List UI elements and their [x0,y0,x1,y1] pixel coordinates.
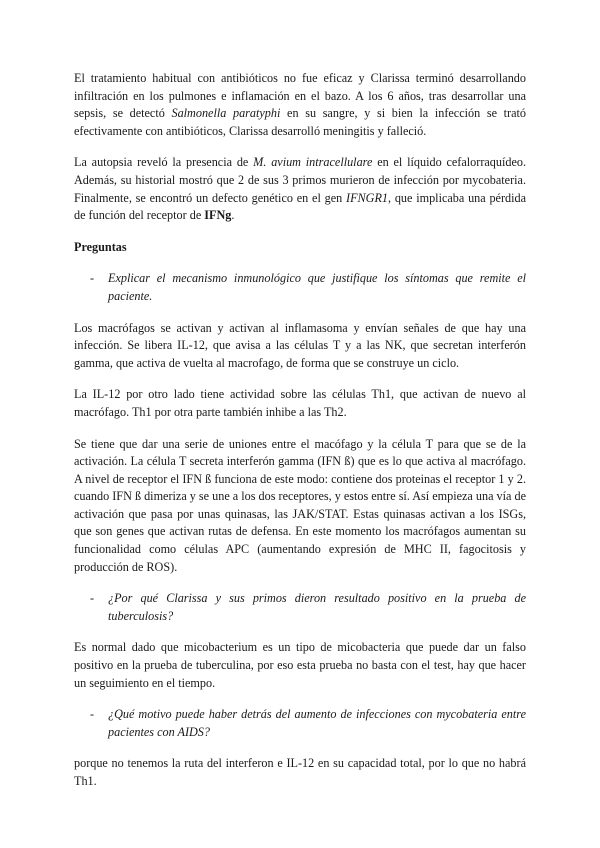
bullet-dash: - [90,707,95,722]
question-1: - Explicar el mecanismo inmunológico que justifique los síntomas que remite el paciente. [90,271,526,303]
answer-paragraph-3: Se tiene que dar una serie de uniones entre el macófago y la célula T para que se de la activación. La célula T secreta interferón gamma (IFN ß) que es lo que activa al macrófago. A nivel de receptor el IFN ß funciona de este modo: contiene dos proteinas el receptor 1 y 2. cuando IFN ß dimeriza y se une a los dos receptores, y estos entre sí. Así empieza una vía de activación que pasa por unas quinasas, las JAK/STAT. Estas quinasas activan a los ISGs, que son genes que activan rutas de defensa. En este momento los macrófagos aumentan su funcionalidad como células APC (aumentando expresión de MHC II, fagocitosis y producción de ROS). [74,436,526,574]
cytokine-name: IFNg [204,208,232,223]
gene-name: IFNGR1 [346,190,388,205]
document-page [74,70,526,805]
question-3: - ¿Qué motivo puede haber detrás del aumento de infecciones con mycobateria entre pacientes con AIDS? [90,707,526,739]
paragraph-clinical-history: El tratamiento habitual con antibióticos no fue eficaz y Clarissa terminó desarrollando infiltración en los pulmones e inflamación en el bazo. A los 6 años, tras desarrollar una sepsis, se detectó Salmonella paratyphi en su sangre, y si bien la infección se trató efectivamente con antibióticos, Clarissa desarrolló meningitis y falleció. [74,71,526,138]
answer-paragraph-5: porque no tenemos la ruta del interferon e IL-12 en su capacidad total, por lo que no habrá Th1. [74,756,526,788]
answer-paragraph-1: Los macrófagos se activan y activan al inflamasoma y envían señales de que hay una infección. Se libera IL-12, que avisa a las células T y a las NK, que secretan interferón gamma, que activa de vuelta al macrofago, de forma que se construye un ciclo. [74,320,526,370]
paragraph-autopsy: La autopsia reveló la presencia de M. avium intracellulare en el líquido cefalorraquídeo. Además, su historial mostró que 2 de sus 3 primos murieron de infección por mycobateria. Finalmente, se encontró un defecto genético en el gen IFNGR1, que implicaba una pérdida de función del receptor de IFNg. [74,155,527,223]
section-heading: Preguntas [74,239,127,254]
species-name-salmonella: Salmonella paratyphi [171,106,281,121]
species-name-m-avium: M. avium intracellulare [253,155,373,170]
bullet-dash: - [90,271,95,286]
answer-paragraph-4: Es normal dado que micobacterium es un tipo de micobacteria que puede dar un falso positivo en la prueba de tuberculina, por eso esta prueba no basta con el test, hay que hacer un seguimiento en el tiempo. [74,640,526,690]
answer-paragraph-2: La IL-12 por otro lado tiene actividad sobre las células Th1, que activan de nuevo al macrófago. Th1 por otra parte también inhibe a las Th2. [74,387,526,419]
bullet-dash: - [90,591,95,606]
question-2: - ¿Por qué Clarissa y sus primos dieron resultado positivo en la prueba de tuberculosis? [90,591,526,623]
